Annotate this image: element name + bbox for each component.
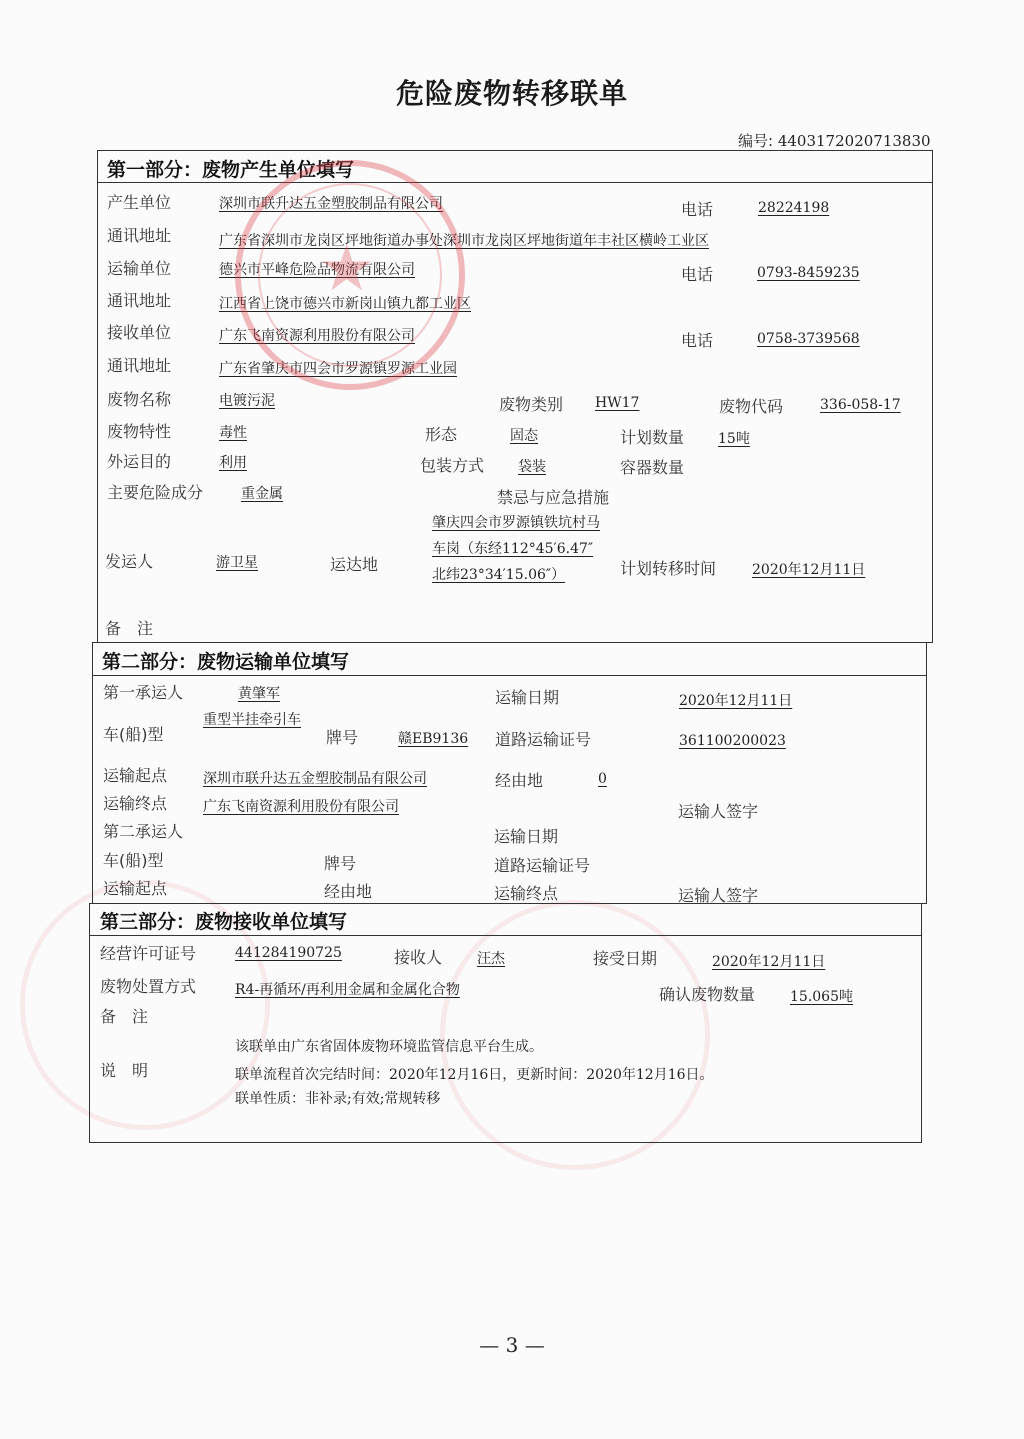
- recipient-label: 接收人: [394, 948, 443, 967]
- receiver-phone-label: 电话: [681, 331, 714, 350]
- transport-date1-value: 2020年12月11日: [679, 693, 793, 709]
- producer-phone-value: 28224198: [758, 200, 830, 216]
- part3-remarks-label: 备 注: [100, 1007, 149, 1026]
- waste-property-value: 毒性: [219, 425, 247, 441]
- shipper-value: 游卫星: [216, 555, 258, 571]
- waste-code-value: 336-058-17: [820, 397, 901, 413]
- transporter-value: 德兴市平峰危险品物流有限公司: [219, 262, 415, 278]
- receive-date-value: 2020年12月11日: [712, 954, 826, 970]
- waste-category-label: 废物类别: [499, 395, 564, 414]
- waste-form-label: 形态: [425, 425, 458, 444]
- waste-name-value: 电镀污泥: [219, 393, 275, 409]
- disposal-method-label: 废物处置方式: [100, 977, 197, 996]
- part1-remarks-label: 备 注: [105, 619, 154, 638]
- confirm-quantity-label: 确认废物数量: [659, 985, 756, 1004]
- vehicle1-label: 车(船)型: [103, 725, 164, 744]
- purpose-label: 外运目的: [107, 452, 172, 471]
- producer-address-value: 广东省深圳市龙岗区坪地街道办事处深圳市龙岗区坪地街道年丰社区横岭工业区: [219, 233, 709, 249]
- via1-label: 经由地: [495, 771, 544, 790]
- container-quantity-label: 容器数量: [620, 458, 685, 477]
- start1-value: 深圳市联升达五金塑胶制品有限公司: [203, 771, 427, 787]
- plate1-value: 赣EB9136: [398, 731, 469, 747]
- receiver-phone-value: 0758-3739568: [757, 331, 860, 347]
- plate1-label: 牌号: [326, 728, 359, 747]
- document-title: 危险废物转移联单: [395, 77, 628, 110]
- part3-box: [89, 903, 922, 1143]
- receiver-address-label: 通讯地址: [107, 356, 172, 375]
- permit2-label: 道路运输证号: [494, 856, 591, 875]
- end2-label: 运输终点: [494, 884, 559, 903]
- via2-label: 经由地: [324, 882, 373, 901]
- license-label: 经营许可证号: [100, 944, 197, 963]
- transporter-address-value: 江西省上饶市德兴市新岗山镇九都工业区: [219, 296, 471, 312]
- transport-date2-label: 运输日期: [494, 827, 559, 846]
- receiver-value: 广东飞南资源利用股份有限公司: [219, 328, 415, 344]
- part1-header: 第一部分：废物产生单位填写: [107, 159, 355, 181]
- producer-address-label: 通讯地址: [107, 226, 172, 245]
- sign2-label: 运输人签字: [678, 886, 759, 905]
- plan-transfer-time-value: 2020年12月11日: [752, 562, 866, 578]
- document-number: [738, 130, 931, 151]
- vehicle2-label: 车(船)型: [103, 851, 164, 870]
- transporter-phone-label: 电话: [681, 265, 714, 284]
- plate2-label: 牌号: [324, 854, 357, 873]
- via1-value: 0: [598, 771, 607, 787]
- waste-code-label: 废物代码: [719, 397, 784, 416]
- part1-header-divider: [97, 182, 933, 183]
- part2-header-divider: [92, 675, 927, 676]
- explanation-line-3: 联单性质：非补录;有效;常规转移: [235, 1091, 441, 1107]
- producer-phone-label: 电话: [681, 200, 714, 219]
- waste-form-value: 固态: [510, 428, 538, 444]
- part3-header-divider: [89, 935, 922, 936]
- receiver-address-value: 广东省肇庆市四会市罗源镇罗源工业园: [219, 361, 457, 377]
- document-number-value: 4403172020713830: [777, 132, 931, 150]
- page-number: — 3 —: [479, 1333, 545, 1357]
- destination-value: 肇庆四会市罗源镇铁坑村马车岗（东经112°45′6.47″ 北纬23°34′15.06″）: [432, 515, 600, 583]
- waste-category-value: HW17: [595, 395, 640, 411]
- plan-quantity-label: 计划数量: [620, 428, 685, 447]
- producer-value: 深圳市联升达五金塑胶制品有限公司: [219, 196, 443, 212]
- producer-label: 产生单位: [107, 193, 172, 212]
- destination-label: 运达地: [330, 555, 379, 574]
- permit1-label: 道路运输证号: [495, 730, 592, 749]
- shipper-label: 发运人: [105, 552, 154, 571]
- vehicle1-value: 重型半挂牵引车: [203, 712, 301, 728]
- taboo-measures-label: 禁忌与应急措施: [497, 488, 610, 507]
- carrier1-label: 第一承运人: [103, 683, 184, 702]
- packing-label: 包装方式: [420, 456, 485, 475]
- waste-name-label: 废物名称: [107, 390, 172, 409]
- transporter-address-label: 通讯地址: [107, 291, 172, 310]
- main-hazard-value: 重金属: [241, 486, 283, 502]
- confirm-quantity-value: 15.065吨: [790, 989, 853, 1005]
- carrier1-value: 黄肇军: [238, 686, 280, 702]
- explanation-label: 说 明: [100, 1061, 149, 1080]
- transporter-phone-value: 0793-8459235: [757, 265, 860, 281]
- main-hazard-label: 主要危险成分: [107, 483, 204, 502]
- document-number-label: 编号:: [738, 132, 774, 150]
- transporter-label: 运输单位: [107, 259, 172, 278]
- start1-label: 运输起点: [103, 766, 168, 785]
- start2-label: 运输起点: [103, 879, 168, 898]
- sign1-label: 运输人签字: [678, 802, 759, 821]
- transport-date1-label: 运输日期: [495, 688, 560, 707]
- part2-header: 第二部分：废物运输单位填写: [102, 651, 350, 673]
- packing-value: 袋装: [518, 459, 546, 475]
- receive-date-label: 接受日期: [593, 949, 658, 968]
- end1-label: 运输终点: [103, 794, 168, 813]
- part3-header: 第三部分：废物接收单位填写: [100, 911, 348, 933]
- waste-property-label: 废物特性: [107, 422, 172, 441]
- carrier2-label: 第二承运人: [103, 822, 184, 841]
- explanation-line-1: 该联单由广东省固体废物环境监管信息平台生成。: [235, 1039, 543, 1055]
- receiver-label: 接收单位: [107, 323, 172, 342]
- recipient-value: 汪杰: [477, 951, 505, 967]
- explanation-line-2: 联单流程首次完结时间：2020年12月16日，更新时间：2020年12月16日。: [235, 1067, 714, 1083]
- license-value: 441284190725: [235, 945, 342, 961]
- plan-transfer-time-label: 计划转移时间: [620, 559, 717, 578]
- end1-value: 广东飞南资源利用股份有限公司: [203, 799, 399, 815]
- disposal-method-value: R4-再循环/再利用金属和金属化合物: [235, 982, 460, 998]
- official-seal-star-icon: ★: [318, 232, 376, 306]
- purpose-value: 利用: [219, 455, 247, 471]
- plan-quantity-value: 15吨: [718, 431, 750, 447]
- permit1-value: 361100200023: [679, 733, 786, 749]
